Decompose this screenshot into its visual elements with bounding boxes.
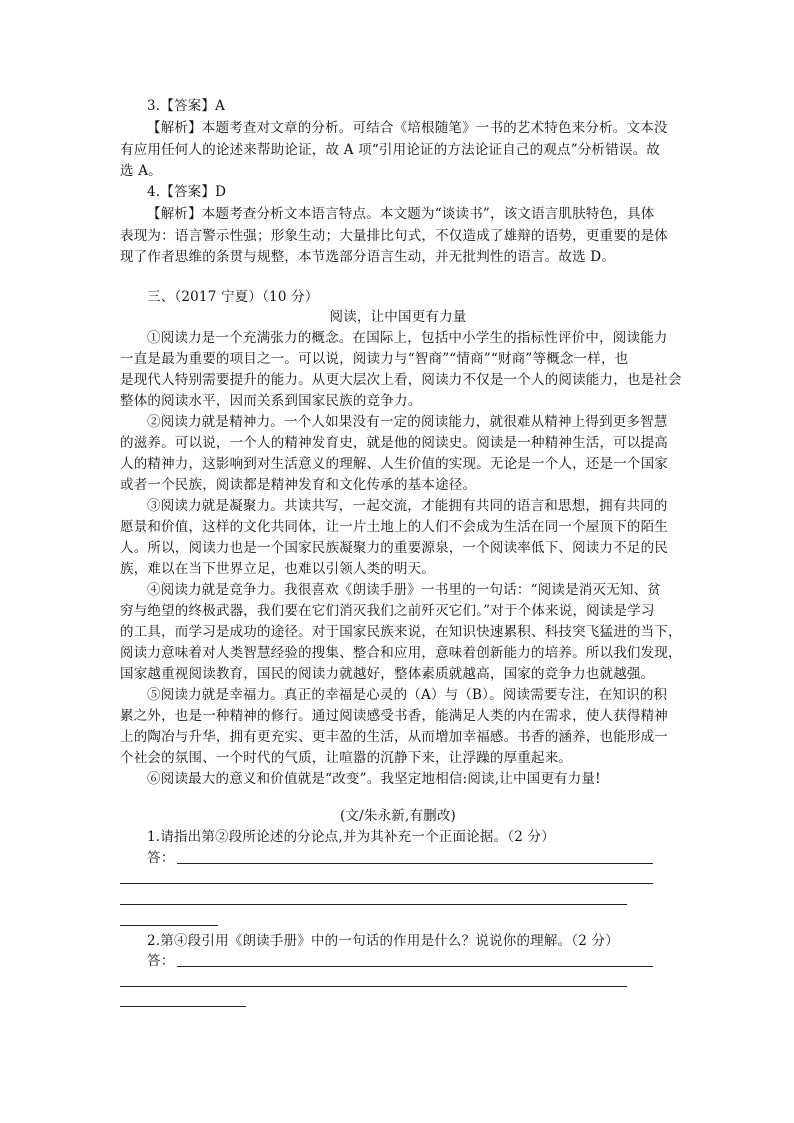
answer-line[interactable]: [120, 883, 653, 884]
q4-analysis-line: 现了作者思维的条贯与规整，本节选部分语言生动，并无批判性的语言。故选 D。: [120, 249, 616, 265]
answer-line[interactable]: [120, 925, 218, 926]
q3-analysis-line: 选 A。: [120, 163, 162, 179]
article-title: 阅读，让中国更有力量: [329, 309, 467, 325]
paragraph-line: ①阅读力是一个充满张力的概念。在国际上，包括中小学生的指标性评价中，阅读能力: [147, 330, 668, 346]
q3-answer: 3.【答案】A: [147, 98, 226, 114]
paragraph-line: 人。所以，阅读力也是一个国家民族凝聚力的重要源泉，一个阅读率低下、阅读力不足的民: [120, 540, 668, 556]
paragraph-line: 族，难以在当下世界立足，也难以引领人类的明天。: [120, 561, 436, 577]
q4-answer: 4.【答案】D: [147, 184, 227, 200]
paragraph-line: 阅读力意味着对人类智慧经验的搜集、整合和应用，意味着创新能力的培养。所以我们发现，: [120, 645, 682, 661]
paragraph-line: 个社会的氛围、一个时代的气质，让喧嚣的沉静下来，让浮躁的厚重起来。: [120, 750, 573, 766]
paragraph-line: 是现代人特别需要提升的能力。从更大层次上看，阅读力不仅是一个人的阅读能力，也是社会: [120, 372, 682, 388]
paragraph-line: ④阅读力就是竞争力。我很喜欢《朗读手册》一书里的一句话：“阅读是消灭无知、贫: [147, 582, 662, 598]
paragraph-line: 累之外，也是一种精神的修行。通过阅读感受书香，能满足人类的内在需求，使人获得精神: [120, 708, 668, 724]
answer-label: 答：: [147, 850, 175, 866]
q3-analysis-line: 有应用任何人的论述来帮助论证，故 A 项“引用论证的方法论证自己的观点”分析错误。故: [120, 142, 661, 158]
paragraph-line: 整体的阅读水平，因而关系到国家民族的竞争力。: [120, 393, 422, 409]
paragraph-line: 或者一个民族，阅读都是精神发育和文化传承的基本途径。: [120, 477, 477, 493]
answer-line[interactable]: [177, 863, 653, 864]
question-prompt: 1.请指出第②段所论述的分论点,并为其补充一个正面论据。（2 分）: [147, 829, 555, 845]
paragraph-line: 国家越重视阅读教育，国民的阅读力就越好，整体素质就越高，国家的竞争力也就越强。: [120, 666, 655, 682]
paragraph-line: 的滋养。可以说，一个人的精神发育史，就是他的阅读史。阅读是一种精神生活，可以提高: [120, 435, 668, 451]
q4-analysis-line: 【解析】本题考查分析文本语言特点。本文题为“谈读书”，该文语言肌肤特色，具体: [147, 206, 655, 222]
paragraph-line: 人的精神力，这影响到对生活意义的理解、人生价值的实现。无论是一个人，还是一个国家: [120, 456, 668, 472]
answer-line[interactable]: [120, 904, 627, 905]
answer-line[interactable]: [120, 1006, 246, 1007]
paragraph-line: ⑥阅读最大的意义和价值就是“改变”。我坚定地相信:阅读,让中国更有力量!: [147, 771, 601, 787]
question-prompt: 2.第④段引用《朗读手册》中的一句话的作用是什么？说说你的理解。（2 分）: [147, 933, 619, 949]
paragraph-line: ③阅读力就是凝聚力。共读共写，一起交流，才能拥有共同的语言和思想，拥有共同的: [147, 498, 668, 514]
paragraph-line: 愿景和价值，这样的文化共同体，让一片土地上的人们不会成为生活在同一个屋顶下的陌生: [120, 519, 668, 535]
q4-analysis-line: 表现为：语言警示性强；形象生动；大量排比句式，不仅造成了雄辩的语势，更重要的是体: [120, 228, 668, 244]
q3-analysis-line: 【解析】本题考查对文章的分析。可结合《培根随笔》一书的艺术特色来分析。文本没: [147, 120, 668, 136]
paragraph-line: ⑤阅读力就是幸福力。真正的幸福是心灵的（A）与（B）。阅读需要专注，在知识的积: [147, 687, 668, 703]
paragraph-line: 穷与绝望的终极武器，我们要在它们消灭我们之前歼灭它们。”对于个体来说，阅读是学习: [120, 603, 655, 619]
paragraph-line: ②阅读力就是精神力。一个人如果没有一定的阅读能力，就很难从精神上得到更多智慧: [147, 414, 668, 430]
paragraph-line: 一直是最为重要的项目之一。可以说，阅读力与“智商”“情商”“财商”等概念一样，也: [120, 351, 629, 367]
article-source: (文/朱永新,有删改): [339, 808, 457, 824]
answer-line[interactable]: [177, 966, 653, 967]
paragraph-line: 的工具，而学习是成功的途径。对于国家民族来说，在知识快速累积、科技突飞猛进的当下，: [120, 624, 682, 640]
section-heading: 三、（2017 宁夏）（10 分）: [147, 289, 319, 305]
paragraph-line: 上的陶冶与升华，拥有更充实、更丰盈的生活，从而增加幸福感。书香的涵养，也能形成一: [120, 729, 668, 745]
answer-line[interactable]: [120, 986, 627, 987]
answer-label: 答：: [147, 953, 175, 969]
